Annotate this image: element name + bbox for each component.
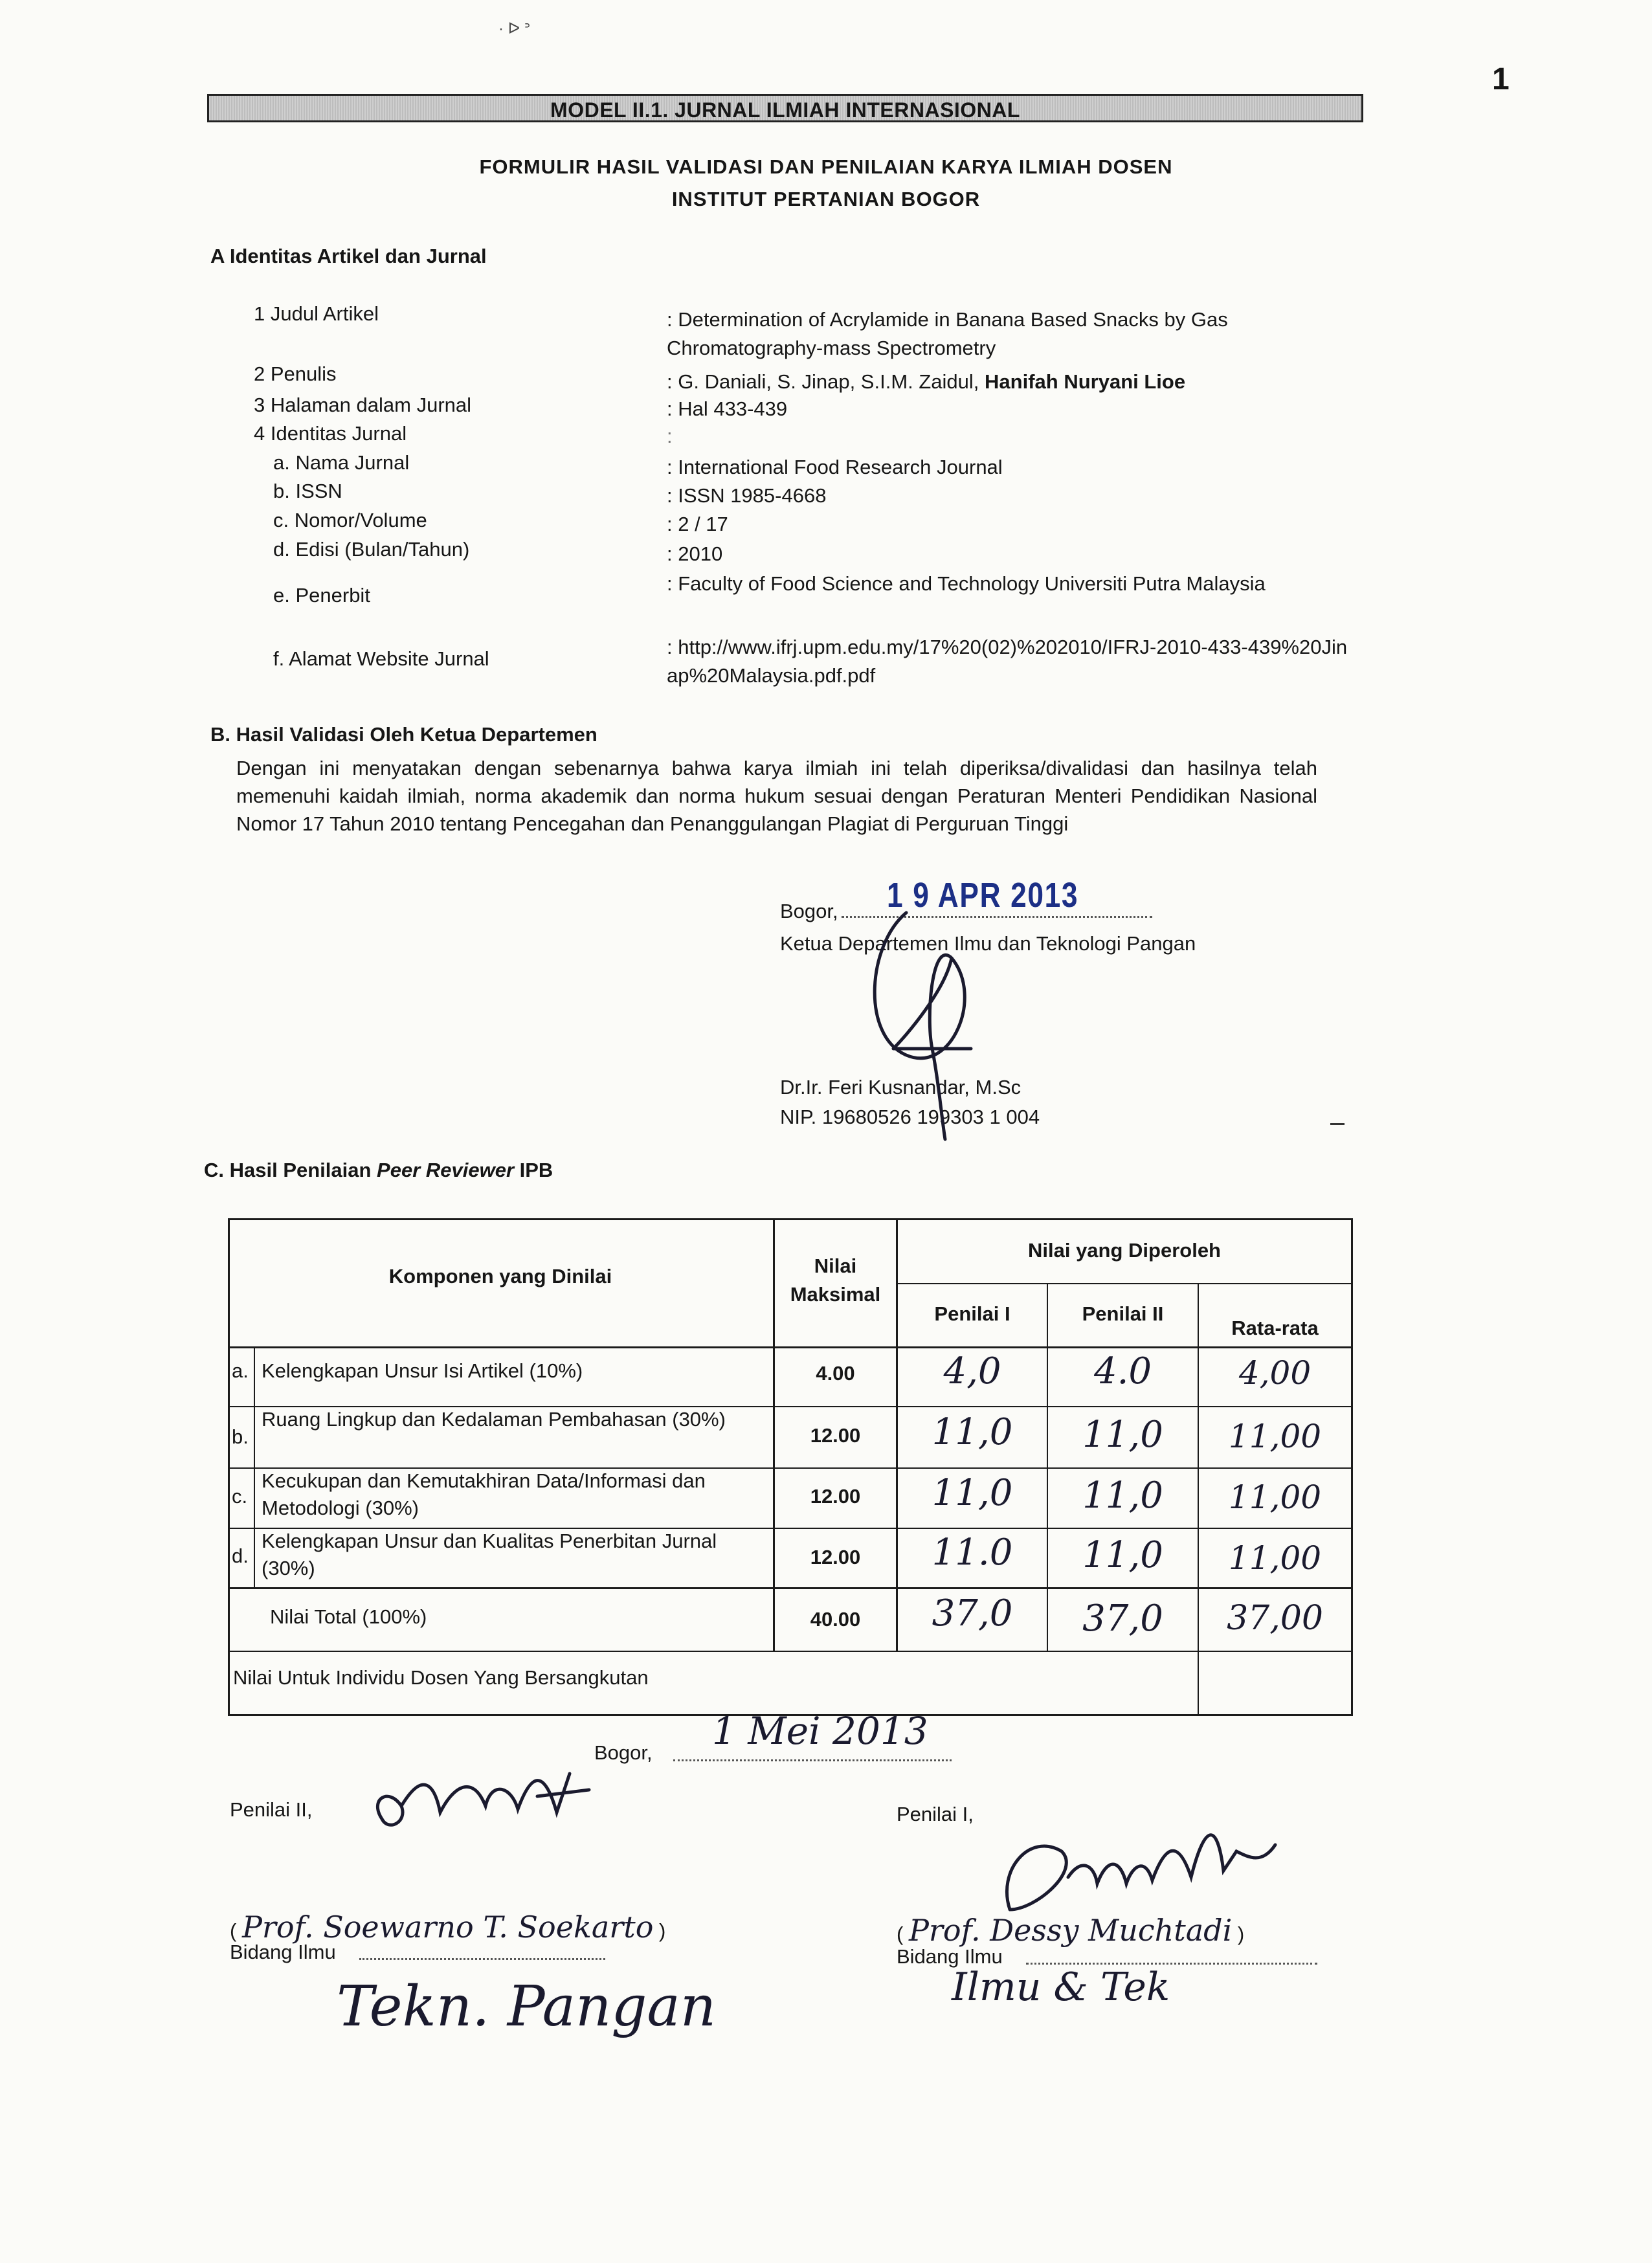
assessment-table: [228, 1218, 1353, 1717]
individu-label: Nilai Untuk Individu Dosen Yang Bersangkutan: [233, 1666, 649, 1689]
header-komponen: Komponen yang Dinilai: [388, 1265, 612, 1288]
row-rata: 4,00: [1238, 1354, 1312, 1392]
row-penilai-1: 4,0: [943, 1350, 1001, 1392]
bidang-ilmu-1-value: Ilmu & Tek: [952, 1965, 1170, 2010]
total-nilai-maks: 40.00: [810, 1608, 861, 1631]
value-issn: : ISSN 1985-4668: [667, 484, 827, 507]
total-penilai-1: 37,0: [932, 1592, 1013, 1634]
row-rata: 11,00: [1228, 1478, 1322, 1516]
bidang-ilmu-1-label: Bidang Ilmu: [897, 1945, 1003, 1968]
validation-statement: Dengan ini menyatakan dengan sebenarnya bahwa karya ilmiah ini telah diperiksa/divalidasi dan hasilnya telah memenuhi kaidah ilmiah, norma akademik dan norma hukum sesuai dengan Peraturan Menteri Pendidikan Nasional Nomor 17 Tahun 2010 tentang Pencegahan dan Penanggulangan Plagiat di Perguruan Tinggi: [236, 757, 1317, 835]
row-komponen: Ruang Lingkup dan Kedalaman Pembahasan (30%): [262, 1408, 726, 1431]
value-website: : http://www.ifrj.upm.edu.my/17%20(02)%202010/IFRJ-2010-433-439%20Jinap%20Malaysia.pdf.pdf: [667, 636, 1348, 687]
label-issn: b. ISSN: [273, 480, 342, 502]
row-rata: 11,00: [1228, 1539, 1322, 1577]
row-letter: d.: [232, 1544, 249, 1567]
reviewer-2-name: Prof. Soewarno T. Soekarto: [241, 1910, 654, 1945]
reviewer-1-name-line: ( Prof. Dessy Muchtadi ): [897, 1913, 1245, 1948]
scan-mark: · ᐅ ᐣ: [498, 20, 531, 38]
section-a-heading: A Identitas Artikel dan Jurnal: [210, 245, 487, 267]
value-identitas: :: [667, 425, 673, 447]
row-nilai-maks: 12.00: [810, 1424, 861, 1447]
value-nama-jurnal: : International Food Research Journal: [667, 456, 1003, 478]
row-penilai-1: 11,0: [932, 1472, 1013, 1514]
footer-place: Bogor,: [594, 1741, 653, 1764]
row-penilai-2: 11,0: [1082, 1414, 1163, 1456]
model-header-bar: [207, 94, 1363, 122]
validator-nip: NIP. 19680526 199303 1 004: [780, 1106, 1040, 1128]
header-penilai-1: Penilai I: [934, 1302, 1010, 1325]
row-rata: 11,00: [1228, 1418, 1322, 1455]
row-letter: a.: [232, 1359, 249, 1382]
footer-date-line: [673, 1759, 952, 1761]
label-penulis: 2 Penulis: [254, 362, 337, 385]
value-judul: : Determination of Acrylamide in Banana Based Snacks by Gas Chromatography-mass Spectrometry: [667, 308, 1228, 359]
validator-signature: [854, 887, 1003, 1146]
total-penilai-2: 37,0: [1082, 1598, 1163, 1640]
scan-dash: [1330, 1123, 1345, 1125]
date-stamp: 1 9 APR 2013: [887, 876, 1079, 915]
value-penerbit: : Faculty of Food Science and Technology Universiti Putra Malaysia: [667, 572, 1266, 595]
section-c-heading: C. Hasil Penilaian Peer Reviewer IPB: [204, 1159, 553, 1181]
header-penilai-2: Penilai II: [1082, 1302, 1164, 1325]
row-nilai-maks: 12.00: [810, 1546, 861, 1568]
total-label: Nilai Total (100%): [270, 1605, 427, 1628]
bidang-2-line: [359, 1958, 605, 1960]
row-letter: b.: [232, 1425, 249, 1448]
penilai-2-label: Penilai II,: [230, 1798, 313, 1821]
row-komponen: Kelengkapan Unsur dan Kualitas Penerbitan Jurnal (30%): [262, 1530, 717, 1579]
bidang-ilmu-2-value: Tekn. Pangan: [337, 1974, 717, 2039]
form-title: FORMULIR HASIL VALIDASI DAN PENILAIAN KARYA ILMIAH DOSEN: [479, 155, 1173, 178]
header-nilai-maksimal: Nilai Maksimal: [790, 1254, 881, 1306]
row-nilai-maks: 4.00: [816, 1362, 855, 1385]
reviewer-2-name-line: ( Prof. Soewarno T. Soekarto ): [230, 1910, 666, 1945]
row-letter: c.: [232, 1485, 248, 1508]
penilai-1-label: Penilai I,: [897, 1803, 974, 1825]
penilai-2-signature: [363, 1761, 621, 1851]
reviewer-1-name: Prof. Dessy Muchtadi: [908, 1913, 1233, 1948]
row-penilai-1: 11.0: [932, 1532, 1013, 1574]
label-nomor-volume: c. Nomor/Volume: [273, 509, 427, 531]
validator-name: Dr.Ir. Feri Kusnandar, M.Sc: [780, 1076, 1021, 1098]
label-halaman: 3 Halaman dalam Jurnal: [254, 394, 472, 416]
label-nama-jurnal: a. Nama Jurnal: [273, 451, 410, 474]
label-judul: 1 Judul Artikel: [254, 302, 379, 325]
validator-position: Ketua Departemen Ilmu dan Teknologi Pangan: [780, 932, 1196, 955]
institution-title: INSTITUT PERTANIAN BOGOR: [671, 188, 981, 210]
label-website: f. Alamat Website Jurnal: [273, 647, 489, 670]
label-edisi: d. Edisi (Bulan/Tahun): [273, 538, 470, 561]
value-edisi: : 2010: [667, 542, 723, 565]
row-nilai-maks: 12.00: [810, 1485, 861, 1508]
row-komponen: Kecukupan dan Kemutakhiran Data/Informasi dan Metodologi (30%): [262, 1469, 706, 1519]
footer-date: 1 Mei 2013: [712, 1709, 928, 1753]
row-penilai-2: 11,0: [1082, 1534, 1163, 1576]
total-rata: 37,00: [1227, 1599, 1323, 1638]
value-nomor-volume: : 2 / 17: [667, 513, 728, 535]
section-b-heading: B. Hasil Validasi Oleh Ketua Departemen: [210, 723, 597, 746]
model-header-text: MODEL II.1. JURNAL ILMIAH INTERNASIONAL: [550, 98, 1020, 122]
header-rata-rata: Rata-rata: [1231, 1317, 1319, 1339]
row-penilai-2: 4.0: [1093, 1350, 1152, 1392]
row-komponen: Kelengkapan Unsur Isi Artikel (10%): [262, 1359, 583, 1382]
value-halaman: : Hal 433-439: [667, 397, 788, 420]
label-identitas: 4 Identitas Jurnal: [254, 422, 407, 445]
row-penilai-2: 11,0: [1082, 1475, 1163, 1517]
label-penerbit: e. Penerbit: [273, 584, 370, 607]
validation-place: Bogor,: [780, 900, 838, 922]
value-penulis: : G. Daniali, S. Jinap, S.I.M. Zaidul, Hanifah Nuryani Lioe: [667, 370, 1186, 393]
page-number: 1: [1492, 62, 1510, 96]
row-penilai-1: 11,0: [932, 1411, 1013, 1453]
header-nilai-diperoleh: Nilai yang Diperoleh: [1027, 1239, 1221, 1262]
bidang-ilmu-2-label: Bidang Ilmu: [230, 1941, 336, 1963]
